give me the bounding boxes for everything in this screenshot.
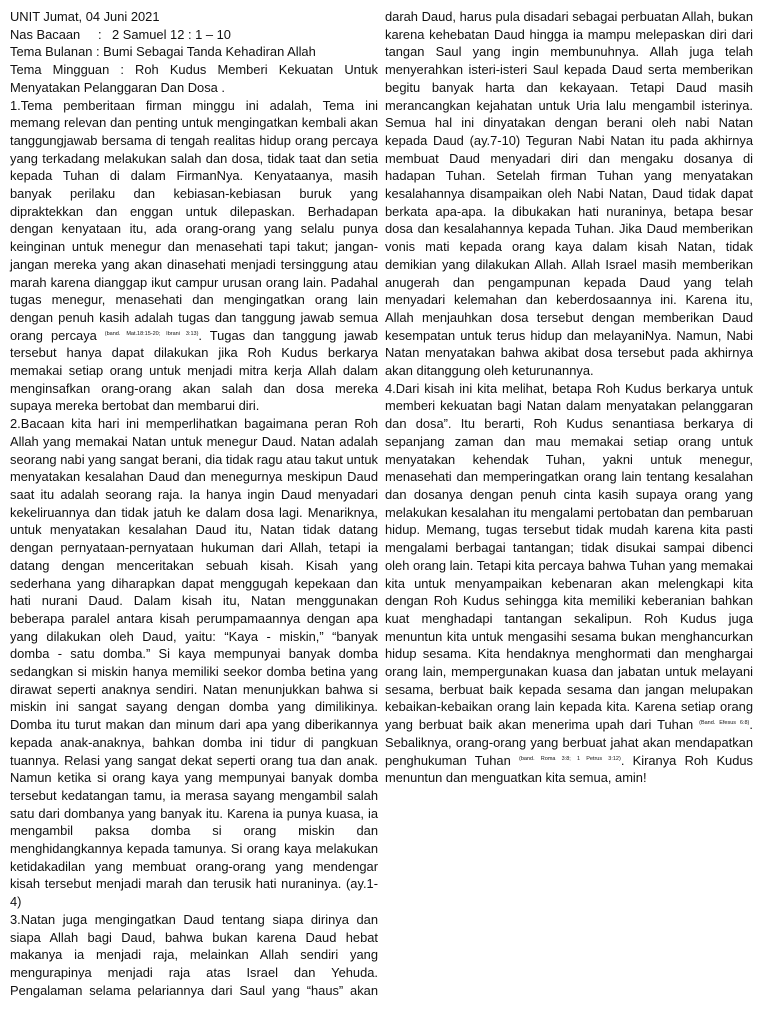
reading-reference: 2 Samuel 12 : 1 – 10 bbox=[112, 26, 231, 42]
weekly-theme: Tema Minggu​an : Roh Kudus Memberi Kekuatan Untuk Menyatakan Pelanggaran Dan Dosa . bbox=[10, 62, 378, 95]
paragraph-4-text-a: 4.Dari kisah ini kita melihat, betapa Roh Kudus berkarya untuk memberi kekuatan bagi Natan dalam menyatakan pelanggaran dan dosa”. Itu berarti, Roh Kudus senantiasa berkarya di sepanjang zaman dan mau memakai setiap orang untuk menyatakan kehendak Tuhan, yakni untuk menegur, menasehati dan memperingatkan orang lain tentang kesalahan dan dosanya dengan penuh cinta kasih supaya orang yang melakukan kesalahan itu mengalami pertobatan dan pembaruan hidup. Memang, tugas tersebut tidak mudah karena kita pasti mengalami berbagai tantangan; tidak disukai sampai dibenci oleh orang lain. Tetapi kita percaya bahwa Tuhan yang memakai kita untuk menyampaikan kebenaran akan melengkapi kita dengan Roh Kudus sehingga kita memiliki keberanian bahkan kuat menghadapi tantangan sekalipun. Roh Kudus juga menuntun kita untuk mengasihi sesama bukan menghancurkan hidup sesama. Kita hendaknya menghormati dan menghargai orang lain, mempergunakan kuasa dan jabatan untuk melayani sesama, berbuat baik kepada sesama dan jangan melupakan kebaikan-kebaikan orang lain kepada kita. Karena setiap orang yang berbuat baik akan menerima upah dari Tuhan bbox=[385, 380, 753, 733]
monthly-theme: Tema Bulanan : Bumi Sebagai Tanda Kehadiran Allah bbox=[10, 44, 316, 60]
paragraph-4-reference-2: (band. Roma 3:8; 1 Petrus 3:12) bbox=[519, 755, 621, 762]
paragraph-4 bbox=[385, 380, 753, 787]
reading-line bbox=[10, 26, 378, 44]
paragraph-3-continued: darah Daud, harus pula disadari sebagai perbuatan Allah, bukan karena kehebatan Daud hingga ia mampu melepaskan diri dari tangan Saul yang ingin membunuhnya. Allah juga telah menyerahkan isteri-isteri Saul kepada Daud serta memberikan begitu banyak harta dan kekayaan. Tetapi Daud masih merancangkan kejahatan untuk Uria lalu mengambil isterinya. Semua hal ini dinyatakan dengan berani oleh nabi Natan kepada Daud (ay.7-10) Teguran Nabi Natan itu pada akhirnya membuat Daud menyadari diri dan mengaku dosanya di hadapan Tuhan. Setelah firman Tuhan yang menyatakan kesalahannya disampaikan oleh Nabi Natan, Daud tidak dapat berkata apa-apa. Ia dibukakan hati nuraninya, betapa besar dosa dan kesalahannya kepada Tuhan. Jika Daud memberikan vonis mati kepada orang kaya dalam kisah Natan, tidak demikian yang dilakukan Allah. Allah Israel masih memberikan anugerah dan pengampunan kepada Daud yang telah menyadari kelemahan dan keberdosaannya ini. Karena itu, Allah menjauhkan dosa tersebut dengan memberikan Daud kesempatan untuk terus hidup dan melayaniNya. Namun, Nabi Natan menyatakan bahwa akibat dosa tersebut pada akhirnya akan ditanggung oleh keturunannya. bbox=[385, 9, 753, 379]
paragraph-2: 2.Bacaan kita hari ini memperlihatkan bagaimana peran Roh Allah yang memakai Natan untuk menegur Daud. Natan adalah seorang nabi yang sangat berani, dia tidak ragu atau takut untuk menyatakan kesalahan Daud dan menegurnya meskipun Daud saat itu adalah seorang raja. Ia hanya ingin Daud menyadari kekeliruannya dan tidak jatuh ke dalam dosa lagi. Menariknya, untuk menyatakan kesalahan Daud itu, Natan tidak datang dengan pernyataan-pernyataan hukuman dari Allah, tetapi ia datang dengan menceritakan sebuah kisah. Kisah yang sederhana yang diharapkan dapat menggugah kepekaan dan hati nurani Daud. Dalam kisah itu, Natan menggunakan beberapa paralel antara kisah perumpamaannya dengan apa yang dilakukan oleh Daud, yaitu: “Kaya - miskin,” “banyak domba - satu domba.” Si kaya mempunyai banyak domba sedangkan si miskin hanya memiliki seekor domba betina yang dirawat seperti anaknya sendiri. Natan menunjukkan bahwa si miskin ini sangat sayang dengan domba yang dimilikinya. Domba itu turut makan dan minum dari apa yang diberikannya kepada anak-anaknya, bahkan domba ini tidur di pangkuan tuannya. Relasi yang sangat dekat seperti orang tua dan anak. Namun ketika si orang kaya yang mempunyai banyak domba tersebut kedatangan tamu, ia merasa sayang mengambil salah satu dari dombanya yang banyak itu. Karena ia punya kuasa, ia mengambil paksa domba si orang miskin dan menghidangkannya kepada tamunya. Si orang kaya melakukan ketidakadilan yang membuat orang-orang yang mendengar kisah tersebut menjadi marah dan terusik hati nuraninya. (ay.1-4) bbox=[10, 416, 378, 910]
reading-separator: : bbox=[98, 26, 102, 42]
paragraph-4-reference-1: (Band. Efesus 6:8) bbox=[699, 720, 750, 727]
paragraph-1-text-a: 1.Tema pemberitaan firman minggu ini adalah, Tema ini memang relevan dan penting untuk mengingatkan kembali akan tanggungjawab bersama di tengah realitas hidup orang percaya yang terkadang melakukan salah dan dosa, tidak taat dan setia kepada Tuhan di dalam FirmanNya. Kenyataanya, masih banyak perilaku dan kebiasan-kebiasan buruk yang dipraktekkan dan enggan untuk dilepaskan. Berhadapan dengan kenyataan itu, ada orang-orang yang selalu punya keinginan untuk menegur dan menasehati tapi takut; jangan-jangan mereka yang akan dinasehati menjadi tersinggung atau marah karena dianggap ikut campur urusan orang lain. Padahal tugas menegur, menasehati dan mengingatkan orang lain dengan penuh kasih adalah tugas dan tanggung jawab semua orang percaya bbox=[10, 97, 378, 343]
paragraph-4-text-c: . Kiranya Roh Kudus menuntun dan menguatkan kita semua, amin! bbox=[385, 752, 753, 786]
reading-label: Nas Bacaan bbox=[10, 26, 81, 42]
unit-date-line: UNIT Jumat, 04 Juni 2021 bbox=[10, 9, 160, 24]
right-column bbox=[385, 8, 753, 787]
paragraph-1-text-b: . Tugas dan tanggung jawab tersebut hanya dapat dilakukan jika Roh Kudus berkarya memakai setiap orang untuk menjadi mitra kerja Allah dalam menginsafkan orang-orang akan salah dan dosa mereka supaya mereka bertobat dan membarui diri. bbox=[10, 327, 378, 414]
paragraph-1 bbox=[10, 97, 378, 416]
paragraph-3: 3.Natan juga mengingatkan Daud tentang siapa dirinya dan siapa Allah bagi Daud, bahwa bukan karena Daud hebat makanya ia menjadi raja, melainkan Allah sendiri yang mengurapinya menjadi raja atas Israel dan Yehuda. Pengalaman selama pelariannya dari Saul yang “haus” akan bbox=[10, 911, 378, 998]
paragraph-4-text-b: . Sebaliknya, orang-orang yang berbuat jahat akan mendapatkan penghukuman Tuhan bbox=[385, 717, 753, 768]
paragraph-1-reference: (band. Mat.18:15-20; Ibrani 3:13) bbox=[104, 330, 199, 337]
left-column bbox=[10, 8, 378, 999]
